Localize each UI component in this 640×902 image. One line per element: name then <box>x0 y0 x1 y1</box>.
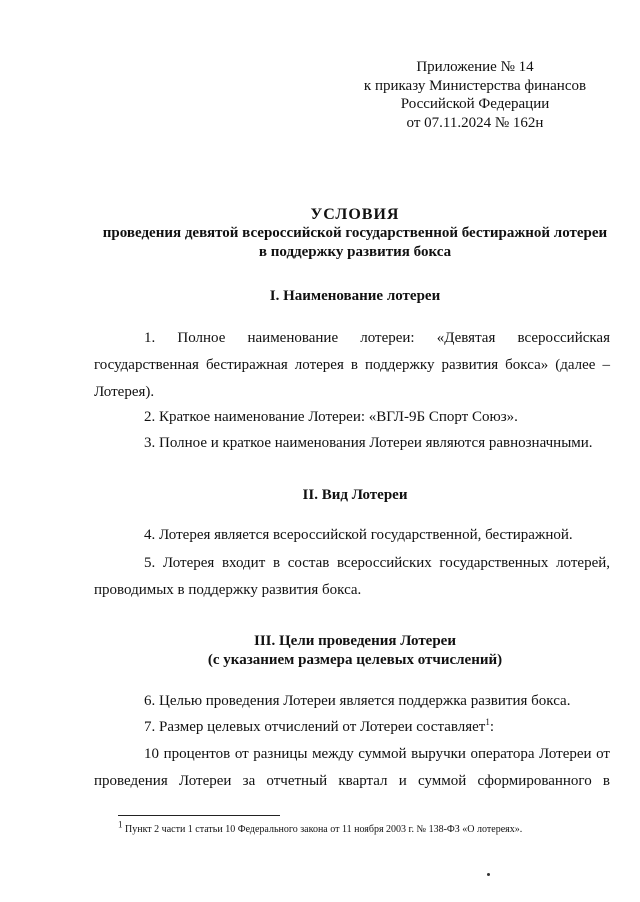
annex-order-ref: к приказу Министерства финансов <box>363 77 587 94</box>
paragraph-8-line-2 <box>94 768 610 795</box>
paragraph-5-line-2: проводимых в поддержку развития бокса. <box>94 582 362 598</box>
paragraph-6: 6. Целью проведения Лотереи является поддержка развития бокса. <box>144 693 571 709</box>
paragraph-8-text-2: проведения Лотереи за отчетный квартал и суммой сформированного в <box>94 773 610 789</box>
paragraph-2: 2. Краткое наименование Лотереи: «ВГЛ-9Б Спорт Союз». <box>144 409 518 425</box>
title-main: УСЛОВИЯ <box>310 206 400 223</box>
footnote-text: Пункт 2 части 1 статьи 10 Федерального закона от 11 ноября 2003 г. № 138-ФЗ «О лотереях». <box>122 824 523 835</box>
paragraph-4: 4. Лотерея является всероссийской государственной, бестиражной. <box>144 527 573 543</box>
section-3-heading-line-2: (с указанием размера целевых отчислений) <box>207 652 503 668</box>
footnote-divider <box>118 815 280 816</box>
section-1-heading: I. Наименование лотереи <box>269 288 441 304</box>
annex-federation: Российской Федерации <box>400 96 550 112</box>
paragraph-1-line-1: 1. Полное наименование лотереи: «Девятая всероссийская <box>144 330 610 346</box>
footnote-number: 1 <box>118 819 123 830</box>
annex-header <box>330 58 620 132</box>
paragraph-3: 3. Полное и краткое наименования Лотереи являются равнозначными. <box>144 435 593 451</box>
paragraph-5-text-1: 5. Лотерея входит в состав всероссийских государственных лотерей, <box>144 555 610 571</box>
paragraph-7-end: : <box>489 719 495 735</box>
paragraph-1-cont <box>94 352 610 406</box>
paragraph-1-line-2: государственная бестиражная лотерея в поддержку развития бокса» (далее – <box>94 357 610 373</box>
paragraph-7-text: 7. Размер целевых отчислений от Лотереи составляет <box>144 719 486 735</box>
paragraph-8-text-1: 10 процентов от разницы между суммой выручки оператора Лотереи от <box>144 746 610 762</box>
annex-date: от 07.11.2024 № 162н <box>406 114 544 131</box>
paragraph-1-line-3: Лотерея). <box>94 384 155 400</box>
section-2-heading: II. Вид Лотереи <box>302 487 408 503</box>
section-3-heading-line-1: III. Цели проведения Лотереи <box>254 633 456 649</box>
title-subtitle-2: в поддержку развития бокса <box>258 244 452 260</box>
footnote-ref-marker: 1 <box>485 717 490 727</box>
paragraph-8-line-1 <box>144 741 610 768</box>
section-3-heading <box>60 632 640 670</box>
document-title <box>60 205 640 262</box>
paragraph-1 <box>94 325 610 352</box>
paragraph-5-line-1 <box>144 550 610 577</box>
title-subtitle-1: проведения девятой всероссийской государственной бестиражной лотереи <box>102 225 608 241</box>
scan-speck <box>487 873 490 876</box>
paragraph-7 <box>144 714 610 741</box>
footnote <box>118 819 618 836</box>
annex-number: Приложение № 14 <box>416 59 534 75</box>
